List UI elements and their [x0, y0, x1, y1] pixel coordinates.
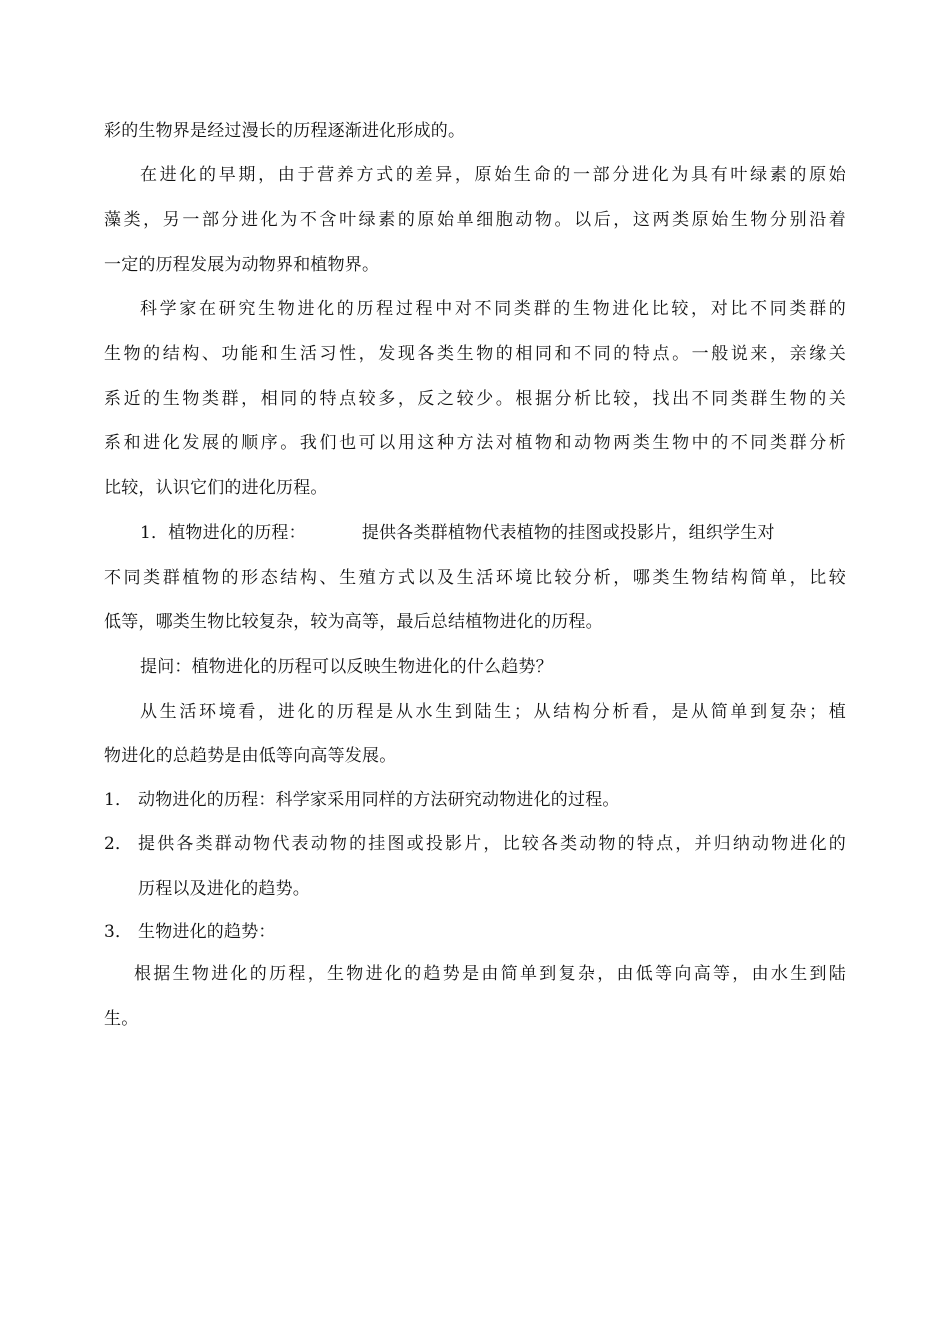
paragraph-line: 科学家在研究生物进化的历程过程中对不同类群的生物进化比较，对比不同类群的: [140, 299, 846, 319]
list-item: [104, 788, 620, 812]
paragraph-line: 物进化的总趋势是由低等向高等发展。: [104, 746, 397, 766]
list-number: 3．: [104, 922, 133, 942]
paragraph-line: 生。: [104, 1009, 139, 1029]
list-item-text: 生物进化的趋势：: [138, 922, 276, 942]
list-number: 2．: [104, 834, 133, 854]
paragraph-line: 生物的结构、功能和生活习性，发现各类生物的相同和不同的特点。一般说来，亲缘关: [104, 344, 846, 364]
paragraph-line: 根据生物进化的历程，生物进化的趋势是由简单到复杂，由低等向高等，由水生到陆: [134, 964, 846, 984]
list-number: 1．: [104, 790, 133, 810]
paragraph-line: 从生活环境看，进化的历程是从水生到陆生；从结构分析看，是从简单到复杂；植: [140, 702, 846, 722]
paragraph-line: 低等，哪类生物比较复杂，较为高等，最后总结植物进化的历程。: [104, 612, 603, 632]
list-item: [104, 832, 846, 856]
paragraph-line: 1．植物进化的历程： 提供各类群植物代表植物的挂图或投影片，组织学生对: [140, 523, 775, 543]
paragraph-line: 比较，认识它们的进化历程。: [104, 478, 328, 498]
paragraph-line: 不同类群植物的形态结构、生殖方式以及生活环境比较分析，哪类生物结构简单，比较: [104, 568, 846, 588]
paragraph-line: 系和进化发展的顺序。我们也可以用这种方法对植物和动物两类生物中的不同类群分析: [104, 433, 846, 453]
paragraph-line: 藻类，另一部分进化为不含叶绿素的原始单细胞动物。以后，这两类原始生物分别沿着: [104, 210, 846, 230]
list-item-text: 动物进化的历程：科学家采用同样的方法研究动物进化的过程。: [138, 790, 620, 810]
list-item: [104, 920, 276, 944]
paragraph-line: 彩的生物界是经过漫长的历程逐渐进化形成的。: [104, 121, 466, 141]
paragraph-line: 一定的历程发展为动物界和植物界。: [104, 255, 380, 275]
list-item-text: 提供各类群动物代表动物的挂图或投影片，比较各类动物的特点，并归纳动物进化的: [138, 834, 846, 854]
paragraph-line: 提问：植物进化的历程可以反映生物进化的什么趋势？: [140, 657, 553, 677]
paragraph-line: 系近的生物类群，相同的特点较多，反之较少。根据分析比较，找出不同类群生物的关: [104, 389, 846, 409]
paragraph-line: 在进化的早期，由于营养方式的差异，原始生命的一部分进化为具有叶绿素的原始: [140, 165, 846, 185]
list-item-continuation: 历程以及进化的趋势。: [138, 879, 310, 899]
